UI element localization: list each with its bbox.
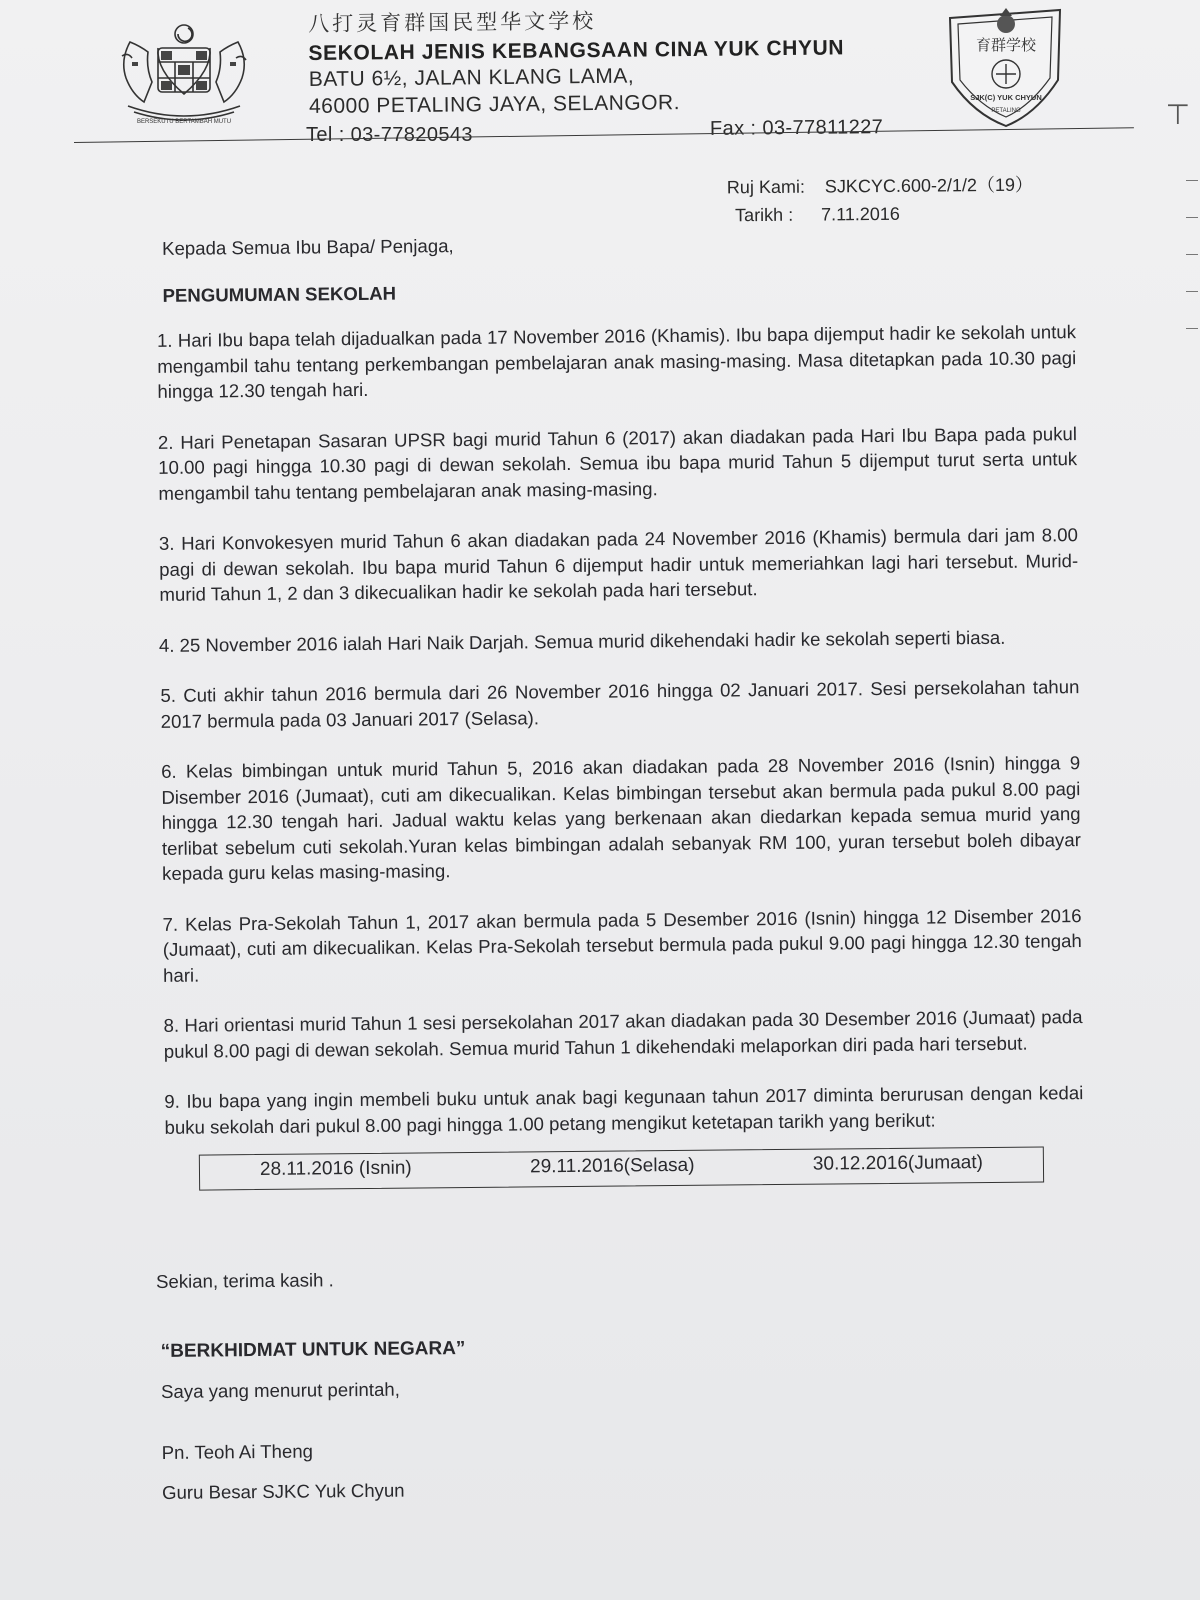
announcement-list <box>151 319 1084 1140</box>
logo-chinese-text: 育群学校 <box>975 36 1037 54</box>
address-line-2: 46000 PETALING JAYA, SELANGOR. <box>308 91 681 118</box>
closing-line: Sekian, terima kasih . <box>155 1268 334 1292</box>
reference-value: SJKCYC.600-2/1/2（19） <box>824 174 1034 197</box>
school-name-chinese: 八打灵育群国民型华文学校 <box>308 8 597 36</box>
announcement-item: 8. Hari orientasi murid Tahun 1 sesi persekolahan 2017 akan diadakan pada 30 Desember 2016 (Jumaat) pada pukul 8.00 pagi di dewan sekolah. Semua murid Tahun 1 dikehendaki melaporkan diri pada hari tersebut. <box>163 1006 1083 1062</box>
announcement-item: 9. Ibu bapa yang ingin membeli buku untuk anak bagi kegunaan tahun 2017 diminta berurusan dengan kedai buku sekolah dari pukul 8.00 pagi hingga 1.00 petang mengikut ketetapan tarikh yang berikut: <box>164 1082 1084 1138</box>
edge-ticks <box>1186 180 1198 365</box>
announcement-item: 3. Hari Konvokesyen murid Tahun 6 akan diadakan pada 24 November 2016 (Khamis) bermula dari jam 8.00 pagi di dewan sekolah. Ibu bapa murid Tahun 6 dijemput hadir untuk memeriahkan lagi hari tersebut. Murid-murid Tahun 1, 2 dan 3 dikecualikan hadir ke sekolah pada hari tersebut. <box>158 524 1079 605</box>
fax: Fax : 03-77811227 <box>709 116 884 140</box>
announcement-item: 4. 25 November 2016 ialah Hari Naik Darjah. Semua murid dikehendaki hadir ke sekolah seperti biasa. <box>158 626 1006 656</box>
date-value: 7.11.2016 <box>821 203 900 225</box>
salutation: Kepada Semua Ibu Bapa/ Penjaga, <box>162 235 454 259</box>
date-row <box>727 199 1033 230</box>
announcement-item: 6. Kelas bimbingan untuk murid Tahun 5, 2016 akan diadakan pada 28 November 2016 (Isnin) hingga 9 Disember 2016 (Jumaat), cuti am dikecualikan. Kelas bimbingan tersebut akan bermula pada pukul 8.00 pagi hingga 12.30 tengah hari. Jadual waktu kelas yang berkenaan akan diedarkan kepada semua murid yang terlibat sebelum cuti sekolah.Yuran kelas bimbingan adalah sebanyak RM 100, yuran tersebut boleh dibayar kepada guru kelas masing-masing. <box>161 752 1081 884</box>
logo-place-text: PETALING <box>991 108 1021 114</box>
reference-block <box>727 171 1034 230</box>
book-purchase-dates-table <box>199 1146 1044 1190</box>
signatory-title: Guru Besar SJKC Yuk Chyun <box>161 1479 405 1503</box>
telephone: Tel : 03-77820543 <box>306 124 473 146</box>
logo-code-text: SJK(C) YUK CHYUN <box>970 93 1042 102</box>
book-date-cell: 29.11.2016(Selasa) <box>529 1154 695 1178</box>
letter-body <box>150 227 1087 1505</box>
signatory-name: Pn. Teoh Ai Theng <box>161 1440 314 1463</box>
reference-row <box>727 171 1033 202</box>
reference-label: Ruj Kami: <box>726 176 805 198</box>
date-label: Tarikh : <box>735 204 794 226</box>
announcement-item: 7. Kelas Pra-Sekolah Tahun 1, 2017 akan bermula pada 5 Desember 2016 (Isnin) hingga 12 Disember 2016 (Jumaat), cuti am dikecualikan. Kelas Pra-Sekolah tersebut bermula pada pukul 9.00 pagi hingga 12.30 tengah hari. <box>162 904 1082 986</box>
book-date-cell: 30.12.2016(Jumaat) <box>812 1152 984 1175</box>
announcement-item: 2. Hari Penetapan Sasaran UPSR bagi murid Tahun 6 (2017) akan diadakan pada Hari Ibu Bapa pada pukul 10.00 pagi hingga 10.30 pagi di dewan sekolah. Semua ibu bapa murid Tahun 5 dijemput turut serta untuk mengambil tahu tentang pembelajaran anak masing-masing. <box>157 422 1078 504</box>
motto: “BERKHIDMAT UNTUK NEGARA” <box>160 1338 466 1362</box>
announcement-item: 5. Cuti akhir tahun 2016 bermula dari 26 November 2016 hingga 02 Januari 2017. Sesi persekolahan tahun 2017 bermula pada 03 Januari 2017 (Selasa). <box>160 676 1080 732</box>
address-line-1: BATU 6½, JALAN KLANG LAMA, <box>308 64 635 91</box>
crest-motto: BERSEKUTU BERTAMBAH MUTU <box>136 119 232 125</box>
edge-mark: ⊤ <box>1165 99 1190 130</box>
coat-of-arms-icon <box>108 22 260 134</box>
school-logo-icon <box>940 2 1070 130</box>
announcement-item: 1. Hari Ibu bapa telah dijadualkan pada 17 November 2016 (Khamis). Ibu bapa dijemput hadir ke sekolah untuk mengambil tahu tentang perkembangan pembelajaran anak masing-masing. Masa ditetapkan pada 10.30 pagi hingga 12.30 tengah hari. <box>156 321 1077 402</box>
letterhead <box>308 2 845 120</box>
school-name: SEKOLAH JENIS KEBANGSAAN CINA YUK CHYUN <box>308 36 845 65</box>
announcement-heading: PENGUMUMAN SEKOLAH <box>162 282 397 306</box>
book-date-cell: 28.11.2016 (Isnin) <box>259 1157 412 1180</box>
order-line: Saya yang menurut perintah, <box>160 1378 400 1402</box>
